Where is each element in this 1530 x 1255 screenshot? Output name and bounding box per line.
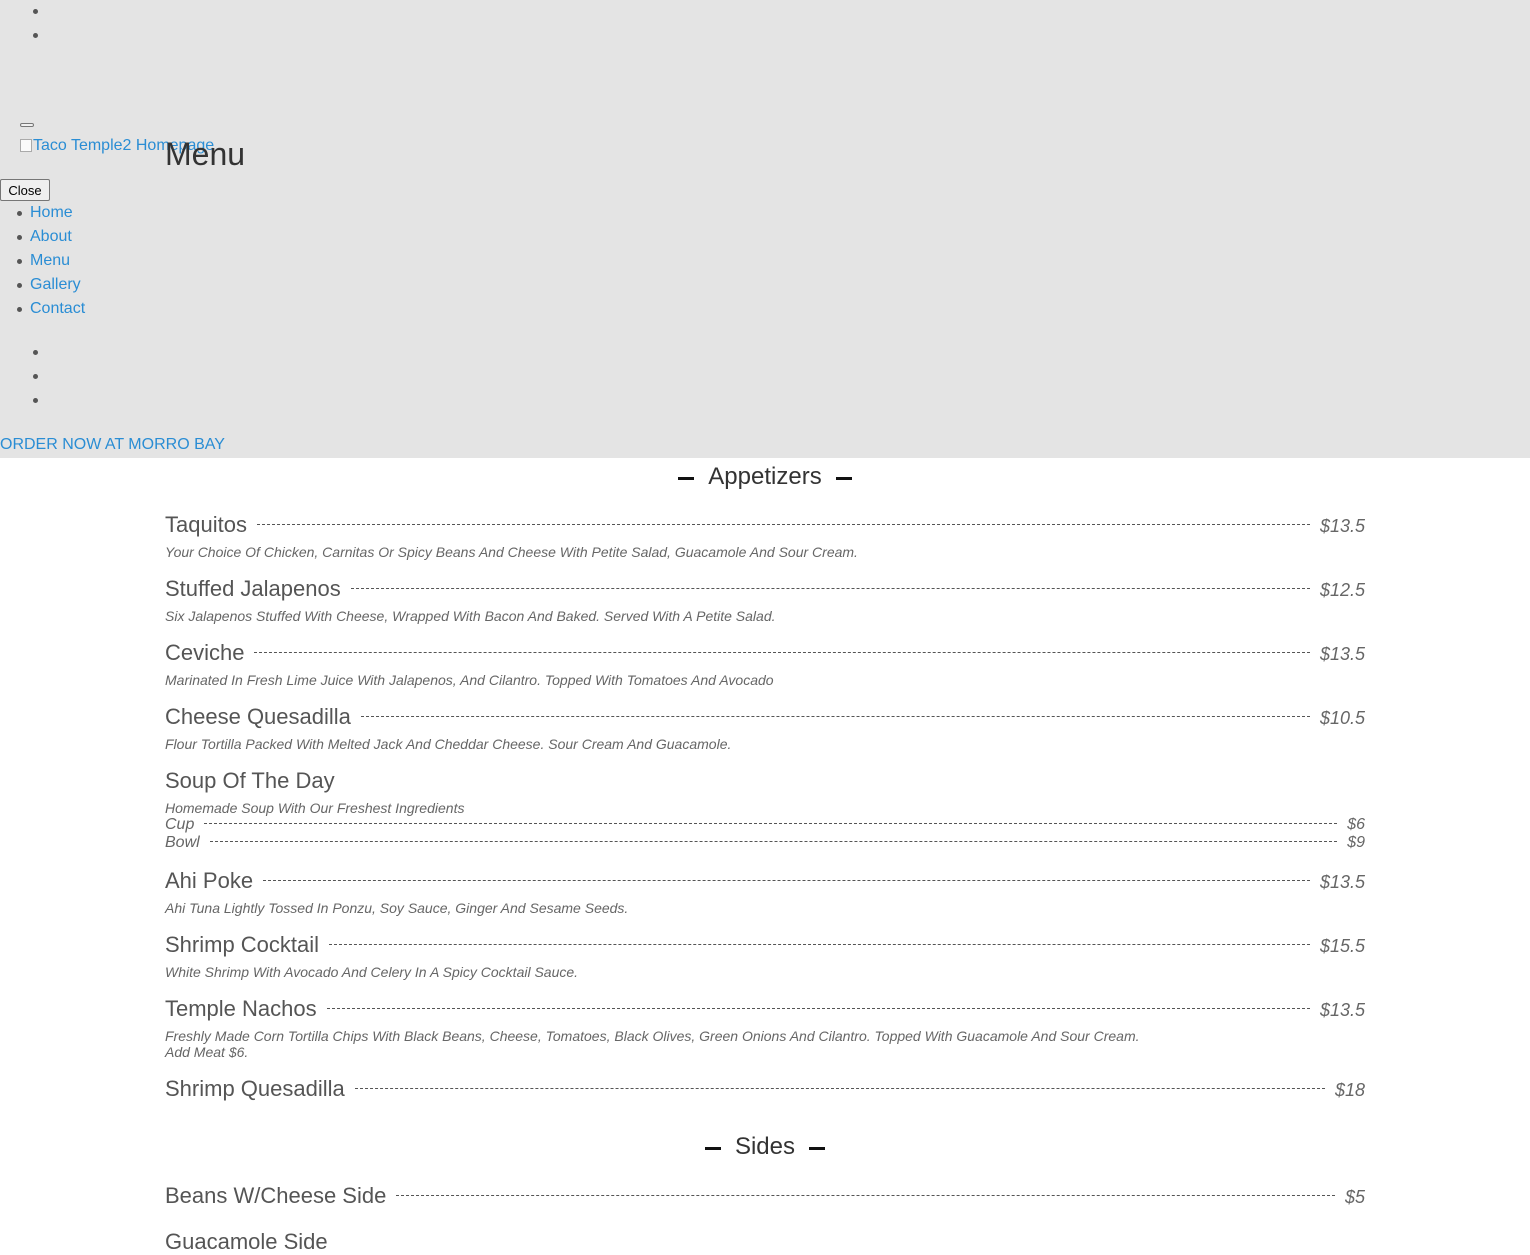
nav-link-gallery[interactable]: Gallery (30, 276, 81, 293)
dotted-leader (210, 841, 1338, 842)
nav-link-contact[interactable]: Contact (30, 300, 86, 317)
dotted-leader (257, 524, 1310, 525)
dotted-leader (355, 1088, 1325, 1089)
site-header (0, 0, 1530, 458)
item-price: $10.5 (1319, 708, 1365, 728)
section-title-text: Appetizers (708, 463, 822, 490)
order-now-link[interactable]: ORDER NOW AT MORRO BAY (0, 436, 225, 453)
item-description: Six Jalapenos Stuffed With Cheese, Wrapped With Bacon And Baked. Served With A Petite Salad. (165, 608, 776, 624)
dash-decoration (809, 1147, 825, 1150)
option-price: $6 (1347, 816, 1365, 833)
menu-toggle-button[interactable] (20, 123, 34, 127)
option-price: $9 (1347, 834, 1365, 851)
item-description: Marinated In Fresh Lime Juice With Jalapenos, And Cilantro. Topped With Tomatoes And Avocado (165, 672, 774, 688)
item-name: Taquitos (165, 512, 247, 537)
item-description: Freshly Made Corn Tortilla Chips With Black Beans, Cheese, Tomatoes, Black Olives, Green Onions And Cilantro. Topped With Guacamole And Sour Cream. (165, 1028, 1140, 1044)
menu-item-taquitos (165, 512, 1365, 560)
item-description: White Shrimp With Avocado And Celery In A Spicy Cocktail Sauce. (165, 964, 579, 980)
size-option-cup (165, 816, 1365, 834)
menu-item-cheese-quesadilla (165, 704, 1365, 752)
menu-item-beans-cheese-side (165, 1183, 1365, 1209)
dotted-leader (396, 1195, 1335, 1196)
menu-item-temple-nachos (165, 996, 1365, 1060)
menu-item-ahi-poke (165, 868, 1365, 916)
item-name: Temple Nachos (165, 996, 317, 1021)
dotted-leader (254, 652, 1309, 653)
section-title-sides (0, 1133, 1530, 1161)
menu-item-stuffed-jalapenos (165, 576, 1365, 624)
dotted-leader (263, 880, 1310, 881)
item-description: Your Choice Of Chicken, Carnitas Or Spicy Beans And Cheese With Petite Salad, Guacamole And Sour Cream. (165, 544, 858, 560)
item-name: Stuffed Jalapenos (165, 576, 341, 601)
item-name: Shrimp Cocktail (165, 932, 320, 957)
section-title-appetizers (0, 463, 1530, 491)
item-price: $13.5 (1319, 1000, 1365, 1020)
item-name: Beans W/Cheese Side (165, 1183, 387, 1208)
menu-item-ceviche (165, 640, 1365, 688)
item-name: Shrimp Quesadilla (165, 1076, 345, 1101)
menu-item-soup-of-the-day (165, 768, 1365, 852)
item-price: $13.5 (1319, 644, 1365, 664)
item-name: Soup Of The Day (165, 768, 335, 793)
menu-item-guacamole-side (165, 1229, 1365, 1255)
nav-link-about[interactable]: About (30, 228, 72, 245)
nav-link-home[interactable]: Home (30, 204, 73, 221)
size-option-bowl (165, 834, 1365, 852)
item-description: Homemade Soup With Our Freshest Ingredients (165, 800, 465, 816)
option-name: Cup (165, 816, 195, 833)
item-name: Ahi Poke (165, 868, 254, 893)
dotted-leader (361, 716, 1310, 717)
dotted-leader (204, 823, 1337, 824)
dash-decoration (705, 1147, 721, 1150)
item-name: Guacamole Side (165, 1229, 328, 1254)
item-description-addon: Add Meat $6. (165, 1044, 249, 1060)
menu-item-shrimp-quesadilla (165, 1076, 1365, 1102)
page-title: Menu (165, 136, 246, 172)
item-name: Cheese Quesadilla (165, 704, 351, 729)
item-name: Ceviche (165, 640, 245, 665)
dotted-leader (351, 588, 1310, 589)
dash-decoration (836, 477, 852, 480)
section-title-text: Sides (734, 1133, 796, 1160)
close-button[interactable]: Close (0, 179, 50, 201)
option-name: Bowl (165, 834, 200, 851)
dash-decoration (678, 477, 694, 480)
item-description: Ahi Tuna Lightly Tossed In Ponzu, Soy Sauce, Ginger And Sesame Seeds. (165, 900, 629, 916)
logo-alt-text: Taco Temple2 Homepage (33, 137, 215, 154)
broken-image-icon (20, 139, 32, 152)
item-description: Flour Tortilla Packed With Melted Jack And Cheddar Cheese. Sour Cream And Guacamole. (165, 736, 732, 752)
item-price: $13.5 (1319, 872, 1365, 892)
item-price: $12.5 (1319, 580, 1365, 600)
menu-item-shrimp-cocktail (165, 932, 1365, 980)
dotted-leader (327, 1008, 1310, 1009)
item-price: $15.5 (1319, 936, 1365, 956)
item-price: $13.5 (1319, 516, 1365, 536)
dotted-leader (329, 944, 1310, 945)
nav-link-menu[interactable]: Menu (30, 252, 71, 269)
item-price: $18 (1334, 1080, 1365, 1100)
item-price: $5 (1344, 1187, 1365, 1207)
